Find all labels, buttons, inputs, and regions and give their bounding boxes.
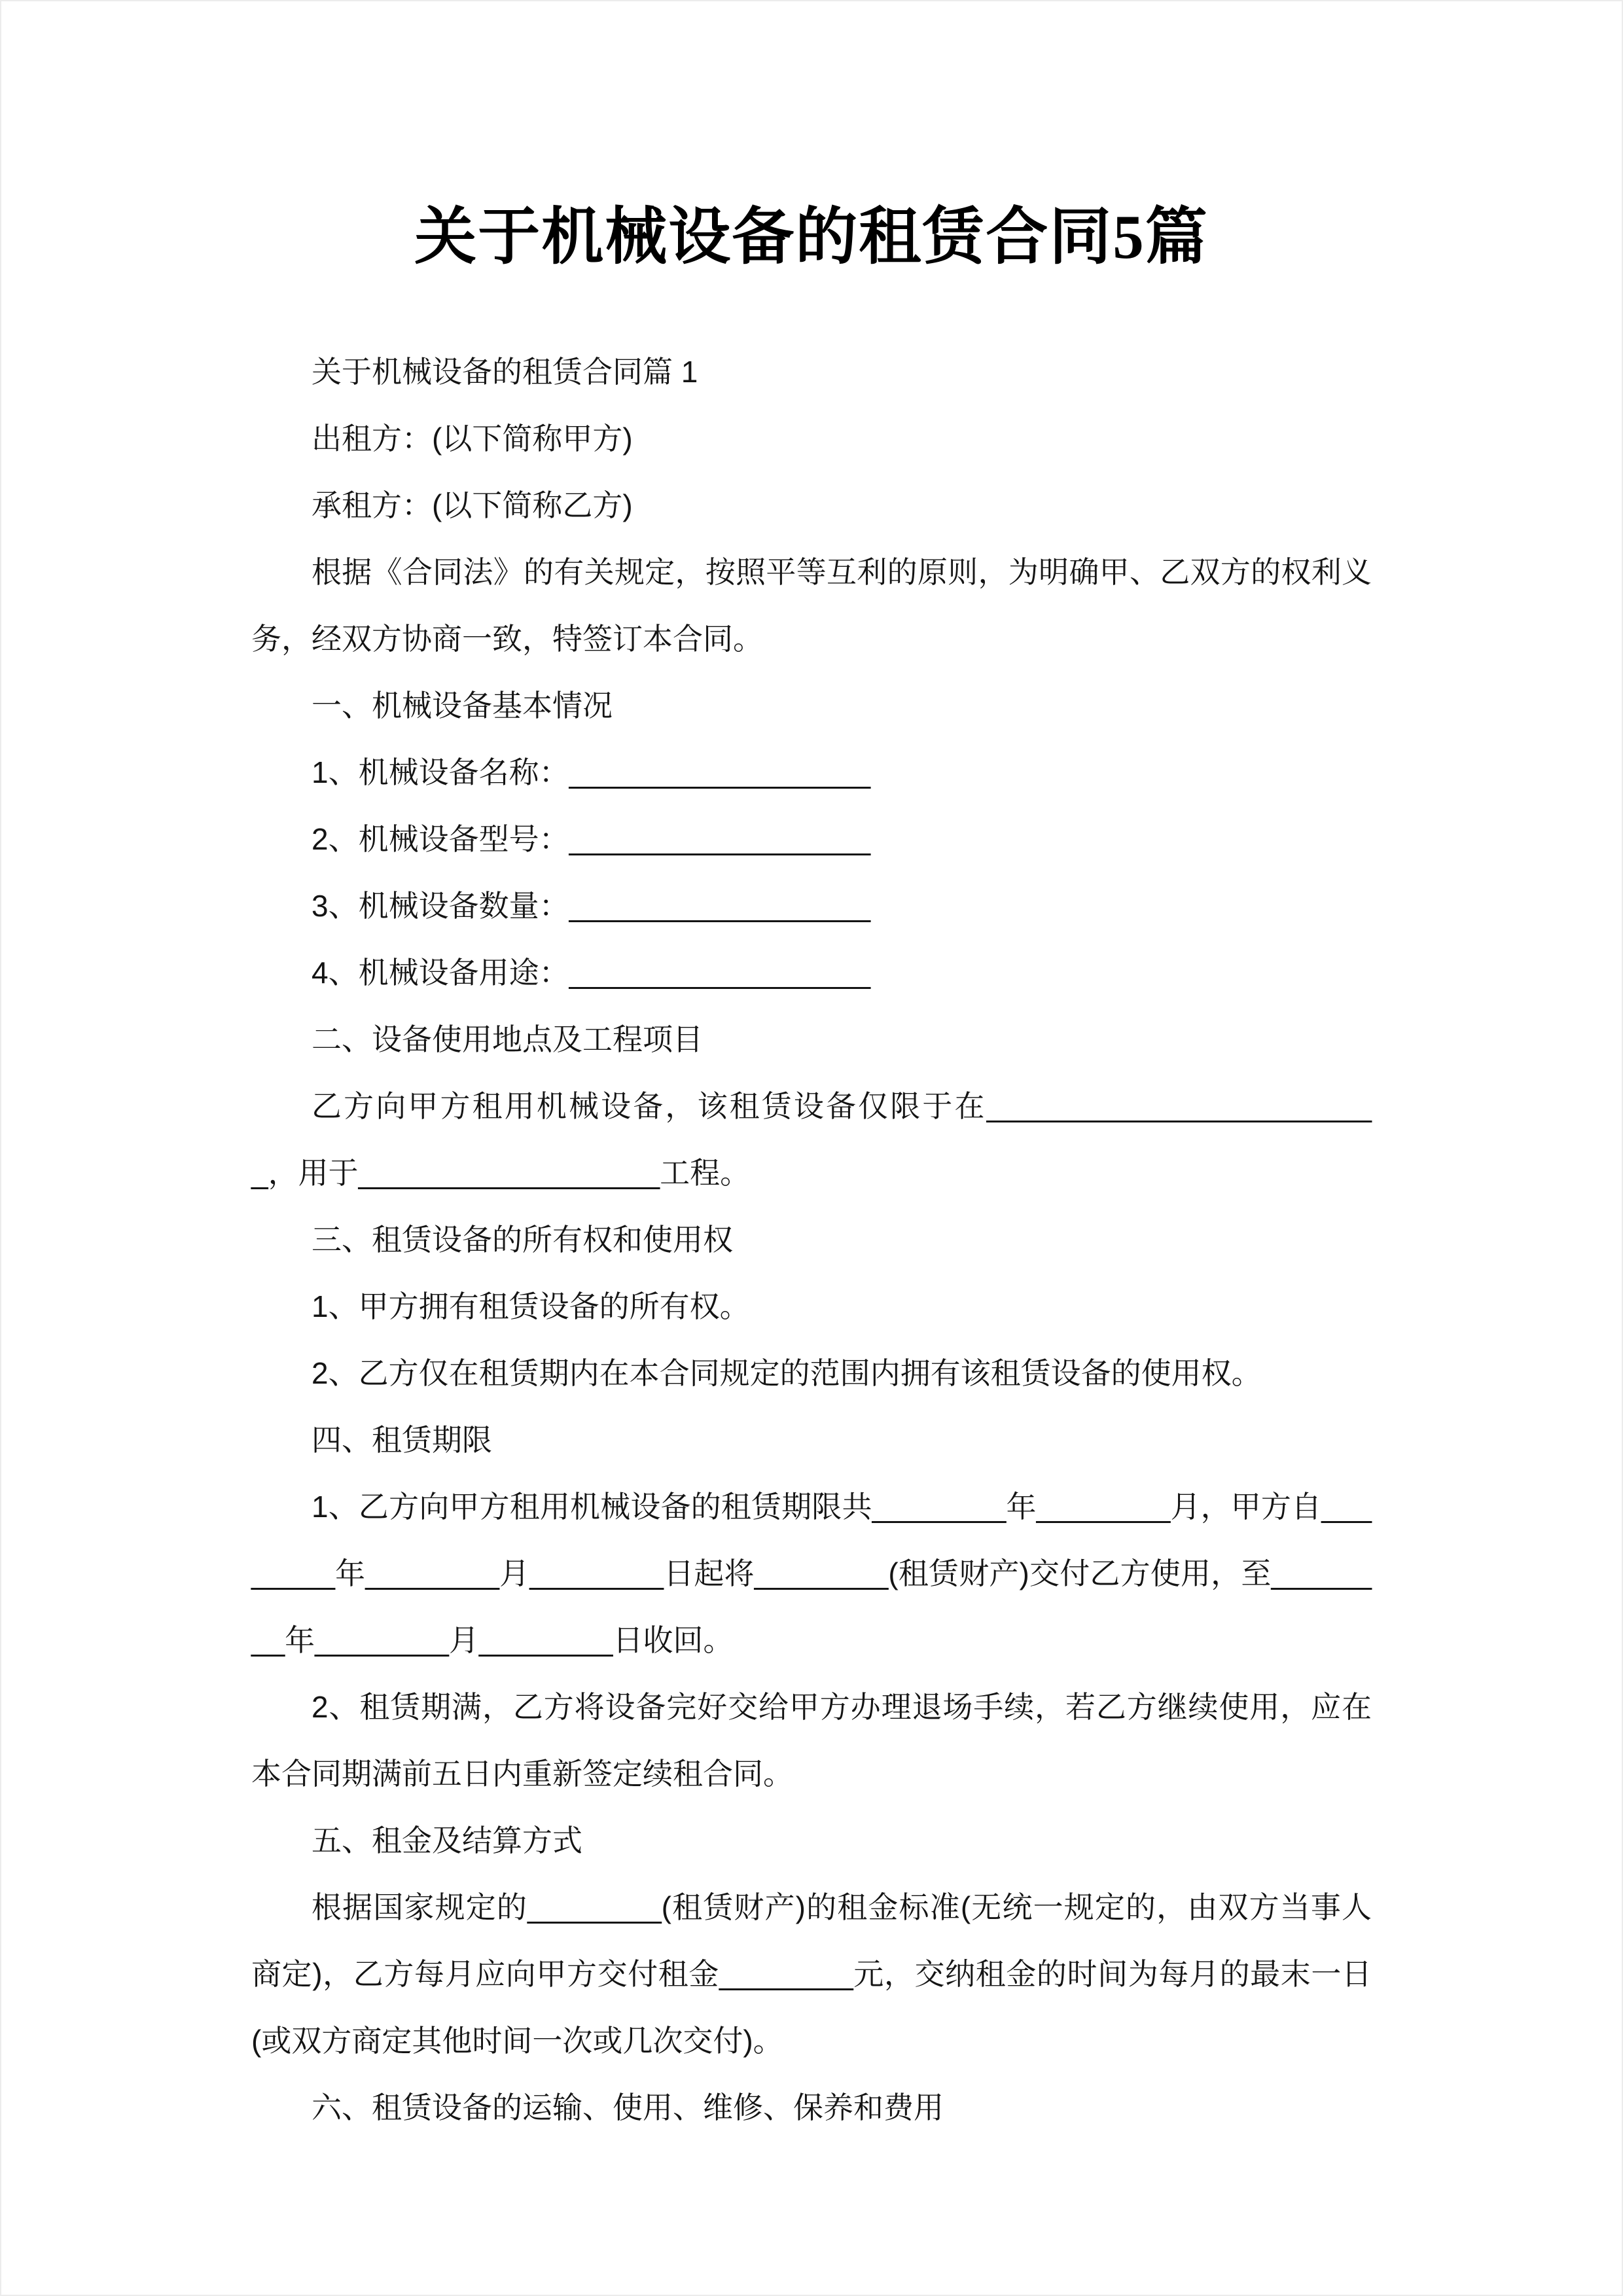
paragraph: 三、租赁设备的所有权和使用权 — [312, 1223, 733, 1257]
paragraph: 乙方向甲方租用机械设备，该租赁设备仅限于在________________________，用于__________________工程。 — [251, 1089, 1372, 1190]
paragraph: 1、机械设备名称：__________________ — [312, 755, 871, 789]
paragraph: 二、设备使用地点及工程项目 — [312, 1022, 703, 1056]
paragraph: 1、甲方拥有租赁设备的所有权。 — [312, 1289, 750, 1323]
paragraph: 四、租赁期限 — [312, 1423, 492, 1457]
paragraph: 2、乙方仅在租赁期内在本合同规定的范围内拥有该租赁设备的使用权。 — [312, 1356, 1262, 1390]
paragraph: 根据国家规定的________(租赁财产)的租金标准(无统一规定的，由双方当事人商定)，乙方每月应向甲方交付租金________元，交纳租金的时间为每月的最末一日(或双方商定其他时间一次或几次交付)。 — [251, 1890, 1372, 2058]
paragraph: 根据《合同法》的有关规定，按照平等互利的原则，为明确甲、乙双方的权利义务，经双方协商一致，特签订本合同。 — [251, 555, 1372, 656]
paragraph: 2、机械设备型号：__________________ — [312, 822, 871, 856]
paragraph: 六、租赁设备的运输、使用、维修、保养和费用 — [312, 2090, 944, 2125]
paragraph: 4、机械设备用途：__________________ — [312, 956, 871, 990]
paragraph: 1、乙方向甲方租用机械设备的租赁期限共________年________月，甲方自________年________月________日起将________(租赁财产)交付乙方使用，至________年________月________日收回。 — [251, 1490, 1372, 1657]
paragraph: 承租方：(以下简称乙方) — [312, 488, 633, 522]
paragraph: 关于机械设备的租赁合同篇 1 — [312, 355, 698, 389]
document-body — [251, 338, 1372, 2141]
paragraph: 五、租金及结算方式 — [312, 1823, 582, 1857]
document-title: 关于机械设备的租赁合同5篇 — [414, 202, 1209, 272]
paragraph: 3、机械设备数量：__________________ — [312, 889, 871, 923]
paragraph: 一、机械设备基本情况 — [312, 689, 613, 723]
paragraph: 2、租赁期满，乙方将设备完好交给甲方办理退场手续，若乙方继续使用，应在本合同期满前五日内重新签定续租合同。 — [251, 1690, 1372, 1791]
paragraph: 出租方：(以下简称甲方) — [312, 422, 633, 456]
